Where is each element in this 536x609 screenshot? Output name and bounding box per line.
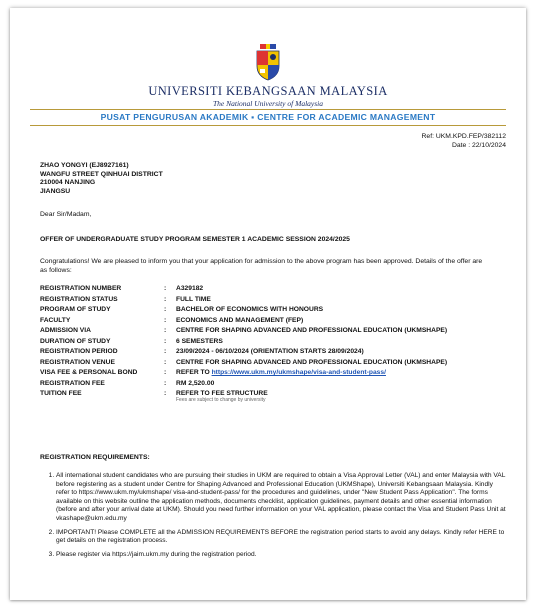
detail-row	[40, 390, 447, 403]
recipient-name: ZHAO YONGYI (EJ8927161)	[40, 162, 129, 169]
gold-divider-bottom	[30, 125, 506, 126]
detail-row	[40, 380, 447, 391]
detail-colon: :	[164, 285, 167, 292]
detail-value: A329182	[176, 285, 204, 292]
detail-value: 6 SEMESTERS	[176, 337, 223, 345]
offer-title: OFFER OF UNDERGRADUATE STUDY PROGRAM SEMESTER 1 ACADEMIC SESSION 2024/2025	[40, 236, 350, 243]
detail-colon: :	[164, 295, 167, 303]
detail-label: DURATION OF STUDY	[40, 337, 111, 345]
detail-colon: :	[164, 306, 167, 313]
detail-colon: :	[164, 348, 167, 355]
detail-colon: :	[164, 316, 167, 324]
salutation: Dear Sir/Madam,	[40, 211, 92, 218]
recipient-street: WANGFU STREET QINHUAI DISTRICT	[40, 170, 163, 178]
detail-colon: :	[164, 390, 167, 397]
recipient-state: JIANGSU	[40, 187, 71, 195]
detail-label: VISA FEE & PERSONAL BOND	[40, 369, 138, 376]
intro-paragraph: Congratulations! We are pleased to inform you that your application for admission to the above program has been approved. Details of the offer are as follows:	[40, 258, 483, 274]
detail-label: ADMISSION VIA	[40, 327, 91, 334]
detail-label: PROGRAM OF STUDY	[40, 306, 111, 313]
detail-value	[176, 369, 447, 380]
detail-row	[40, 317, 447, 328]
letter-date: Date : 22/10/2024	[451, 142, 506, 149]
detail-value: RM 2,520.00	[176, 379, 215, 387]
university-name: UNIVERSITI KEBANGSAAN MALAYSIA	[148, 84, 388, 98]
detail-row	[40, 369, 447, 380]
visa-info-link[interactable]: https://www.ukm.my/ukmshape/visa-and-student-pass/	[211, 369, 386, 376]
department-banner: PUSAT PENGURUSAN AKADEMIK ▪ CENTRE FOR ACADEMIC MANAGEMENT	[100, 112, 436, 122]
detail-label: REGISTRATION VENUE	[40, 358, 115, 366]
detail-row	[40, 327, 447, 338]
detail-label: REGISTRATION FEE	[40, 379, 105, 387]
university-subtitle: The National University of Malaysia	[213, 99, 323, 108]
detail-row	[40, 296, 447, 307]
detail-value: 23/09/2024 - 06/10/2024 (ORIENTATION STARTS 28/09/2024)	[176, 348, 364, 355]
detail-value: ECONOMICS AND MANAGEMENT (FEP)	[176, 316, 304, 324]
detail-label: TUITION FEE	[40, 390, 82, 397]
reference-number: Ref: UKM.KPD.FEP/382112	[421, 133, 506, 140]
requirement-item: 3. Please register via https://jaim.ukm.my during the registration period.	[56, 551, 508, 560]
detail-row	[40, 359, 447, 370]
tuition-value: REFER TO FEE STRUCTURE	[176, 390, 268, 397]
detail-row	[40, 285, 447, 296]
ukm-crest-icon	[253, 42, 283, 82]
detail-colon: :	[164, 327, 167, 334]
recipient-city: 210004 NANJING	[40, 179, 96, 187]
requirement-item: 1. All international student candidates who are pursuing their studies in UKM are required to obtain a Visa Approval Letter (VAL) and enter Malaysia with VAL before registering as a student under Centre for Shaping Advanced and Professional Education (UKMShape), Universiti Kebangsaan Malaysia. Kindly refer to https://www.ukm.my/ukmshape/ visa-and-student-pass/ for the procedures and guidelines, under "New Student Pass Application". The forms available on this website outline the application methods, documents checklist, application guidelines, payment details and other essential information (before and after your arrival date at UKM). Should you need further information on your VAL application, please contact the Visa and Student Pass Unit at vkashape@ukm.edu.my	[56, 472, 508, 524]
detail-value: FULL TIME	[176, 295, 211, 303]
detail-row	[40, 348, 447, 359]
detail-colon: :	[164, 337, 167, 345]
detail-label: FACULTY	[40, 316, 71, 324]
offer-details-table	[40, 285, 447, 403]
reference-block	[422, 132, 507, 150]
requirements-title: REGISTRATION REQUIREMENTS:	[40, 454, 150, 461]
detail-label: REGISTRATION STATUS	[40, 295, 118, 303]
detail-row	[40, 306, 447, 317]
offer-letter-page	[10, 8, 526, 600]
gold-divider-top	[30, 109, 506, 110]
detail-value	[176, 390, 447, 403]
detail-colon: :	[164, 379, 167, 387]
detail-label: REGISTRATION PERIOD	[40, 348, 118, 355]
detail-colon: :	[164, 369, 167, 376]
recipient-address	[40, 162, 163, 196]
detail-value: CENTRE FOR SHAPING ADVANCED AND PROFESSIONAL EDUCATION (UKMSHAPE)	[176, 327, 448, 334]
university-logo-block	[10, 42, 526, 108]
detail-colon: :	[164, 358, 167, 366]
requirement-item: 2. IMPORTANT! Please COMPLETE all the ADMISSION REQUIREMENTS BEFORE the registration period starts to avoid any delays. Kindly refer HERE to get details on the registration process.	[56, 529, 508, 546]
detail-label: REGISTRATION NUMBER	[40, 285, 122, 292]
detail-row	[40, 338, 447, 349]
visa-refer-text: REFER TO	[176, 369, 210, 376]
detail-value: BACHELOR OF ECONOMICS WITH HONOURS	[176, 306, 324, 313]
tuition-note: Fees are subject to change by university	[176, 397, 266, 403]
detail-value: CENTRE FOR SHAPING ADVANCED AND PROFESSIONAL EDUCATION (UKMSHAPE)	[176, 358, 448, 366]
requirements-list	[40, 472, 508, 564]
